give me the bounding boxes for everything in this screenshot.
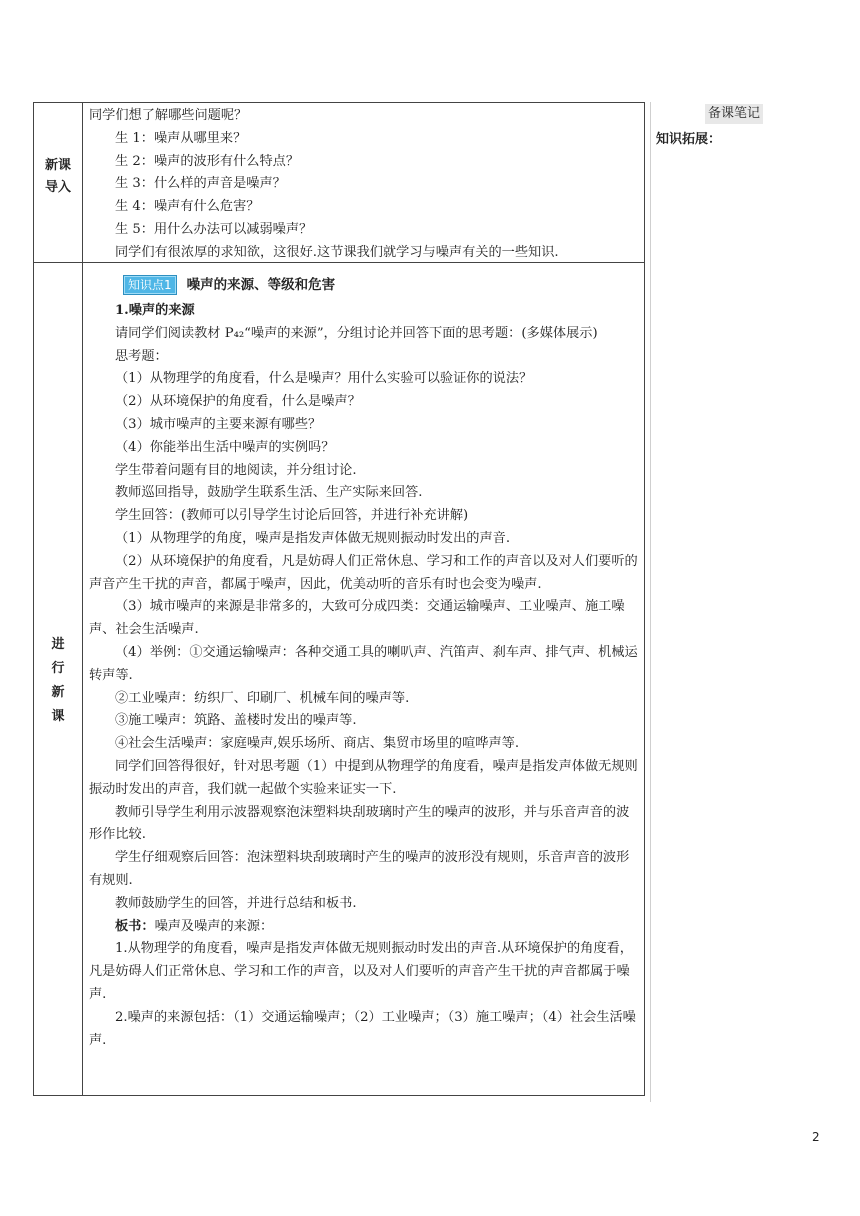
section-label-intro <box>34 155 82 199</box>
paragraph: 教师巡回指导，鼓励学生联系生活、生产实际来回答. <box>115 485 423 501</box>
blackboard-line <box>89 916 638 939</box>
notes-subtitle: 知识拓展： <box>656 132 722 147</box>
paragraph: （1）从物理学的角度看，什么是噪声？用什么实验可以验证你的说法？ <box>115 371 533 387</box>
intro-line: 同学们有很浓厚的求知欲，这很好.这节课我们就学习与噪声有关的一些知识. <box>115 244 559 260</box>
paragraph: 学生回答：(教师可以引导学生讨论后回答，并进行补充讲解) <box>115 508 469 524</box>
knowledge-point-title: 噪声的来源、等级和危害 <box>186 276 336 293</box>
paragraph: （3）城市噪声的主要来源有哪些？ <box>115 416 322 432</box>
paragraph: ④社会生活噪声：家庭噪声,娱乐场所、商店、集贸市场里的喧哗声等. <box>115 736 520 752</box>
paragraph: （4）你能举出生活中噪声的实例吗？ <box>115 439 335 455</box>
intro-line: 同学们想了解哪些问题呢？ <box>89 108 248 123</box>
paragraph: 学生带着问题有目的地阅读，并分组讨论. <box>115 462 357 478</box>
paragraph: ②工业噪声：纺织厂、印刷厂、机械车间的噪声等. <box>115 690 410 706</box>
blackboard-label: 板书： <box>115 918 155 934</box>
paragraph: 思考题： <box>115 348 168 364</box>
page-number: 2 <box>812 1130 820 1144</box>
paragraph: 2.噪声的来源包括：（1）交通运输噪声；（2）工业噪声；（3）施工噪声；（4）社会生活噪声. <box>89 1009 636 1048</box>
intro-line: 生 2：噪声的波形有什么特点？ <box>115 153 300 169</box>
notes-column-rule <box>650 102 651 1102</box>
paragraph: 同学们回答得很好，针对思考题（1）中提到从物理学的角度看，噪声是指发声体做无规则振动时发出的声音，我们就一起做个实验来证实一下. <box>89 758 638 797</box>
paragraph: 1.从物理学的角度看，噪声是指发声体做无规则振动时发出的声音.从环境保护的角度看，凡是妨碍人们正常休息、学习和工作的声音，以及对人们要听的声音产生干扰的声音都属于噪声. <box>89 941 633 1002</box>
knowledge-point-badge: 知识点1 <box>123 275 177 295</box>
blackboard-text: 噪声及噪声的来源： <box>154 918 274 934</box>
paragraph: 请同学们阅读教材 P₄₂“噪声的来源”，分组讨论并回答下面的思考题：(多媒体展示) <box>115 325 598 341</box>
paragraph: （1）从物理学的角度，噪声是指发声体做无规则振动时发出的声音. <box>115 530 511 546</box>
paragraph: （2）从环境保护的角度看，凡是妨碍人们正常休息、学习和工作的声音以及对人们要听的声音产生干扰的声音，都属于噪声，因此，优美动听的音乐有时也会变为噪声. <box>89 553 638 592</box>
notes-title: 备课笔记 <box>705 104 763 124</box>
section-label-new <box>34 633 82 729</box>
paragraph: ③施工噪声：筑路、盖楼时发出的噪声等. <box>115 713 357 729</box>
section-label-intro-text: 新课 导入 <box>44 158 71 195</box>
paragraph: 教师引导学生利用示波器观察泡沫塑料块刮玻璃时产生的噪声的波形，并与乐音声音的波形作比较. <box>89 804 630 843</box>
intro-line: 生 1：噪声从哪里来？ <box>115 130 247 146</box>
new-lesson-cell <box>89 272 638 1052</box>
paragraph: 学生仔细观察后回答：泡沫塑料块刮玻璃时产生的噪声的波形没有规则，乐音声音的波形有规则. <box>89 850 630 888</box>
intro-line: 生 3：什么样的声音是噪声？ <box>115 176 286 192</box>
intro-line: 生 5：用什么办法可以减弱噪声？ <box>115 221 313 237</box>
intro-line: 生 4：噪声有什么危害？ <box>115 199 260 215</box>
lesson-table <box>33 102 645 1096</box>
paragraph: （4）举例：①交通运输噪声：各种交通工具的喇叭声、汽笛声、刹车声、排气声、机械运转声等. <box>89 644 638 683</box>
intro-cell <box>89 105 638 265</box>
paragraph: （3）城市噪声的来源是非常多的，大致可分成四类：交通运输噪声、工业噪声、施工噪声、社会生活噪声. <box>89 599 625 638</box>
subheading: 1.噪声的来源 <box>115 303 195 318</box>
column-divider <box>82 103 83 1095</box>
section-label-new-text: 进 行 新 课 <box>51 637 65 724</box>
paragraph: （2）从环境保护的角度看，什么是噪声？ <box>115 394 361 410</box>
knowledge-point-heading <box>123 272 638 298</box>
paragraph: 教师鼓励学生的回答，并进行总结和板书. <box>115 895 357 911</box>
